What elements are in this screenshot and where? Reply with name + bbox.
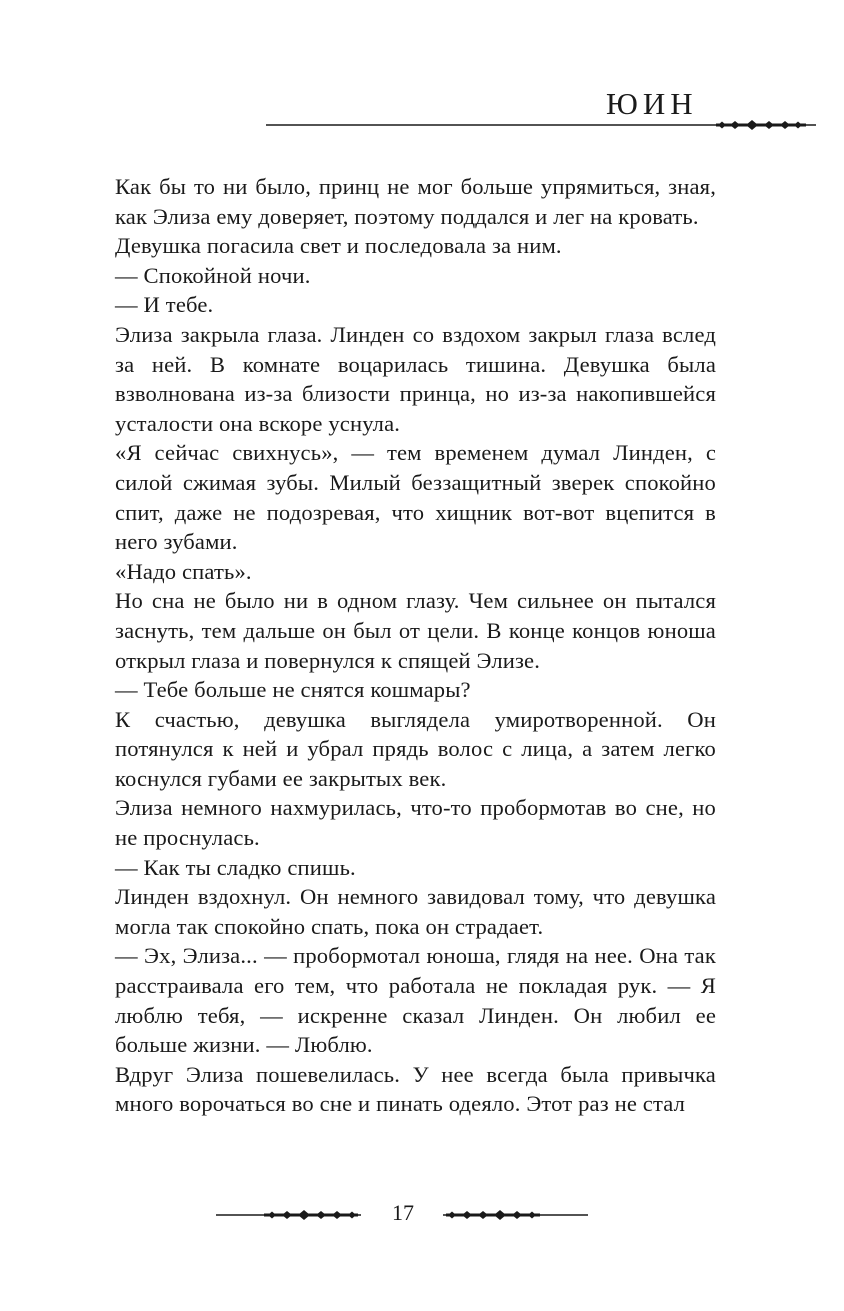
paragraph: — Тебе больше не снятся кошмары? [115,677,471,703]
paragraph: «Я сейчас свихнусь», — тем временем думал Линден, с силой сжимая зубы. Милый беззащитный зверек спокойно спит, даже не подозревая, что хищник вот-вот вцепится в него зубами. [115,440,716,555]
paragraph: Линден вздохнул. Он немного завидовал тому, что девушка могла так спокойно спать, пока он страдает. [115,884,716,939]
header-ornament-rule [266,120,816,130]
paragraph: «Надо спать». [115,558,252,584]
paragraph: — Эх, Элиза... — пробормотал юноша, глядя на нее. Она так расстраивала его тем, что работала не покладая рук. — Я люблю тебя, — искренне сказал Линден. Он любил ее больше жизни. — Люблю. [115,943,716,1058]
paragraph: Но сна не было ни в одном глазу. Чем сильнее он пытался заснуть, тем дальше он был от цели. В конце концов юноша открыл глаза и повернулся к спящей Элизе. [115,588,716,673]
paragraph: Элиза закрыла глаза. Линден со вздохом закрыл глаза вслед за ней. В комнате воцарилась тишина. Девушка была взволнована из-за близости принца, но из-за накопившейся усталости она вскоре уснула. [115,321,716,436]
paragraph: Элиза немного нахмурилась, что-то пробормотав во сне, но не проснулась. [115,795,716,851]
paragraph: Девушка погасила свет и последовала за ним. [115,233,562,259]
paragraph: К счастью, девушка выглядела умиротворенной. Он потянулся к ней и убрал прядь волос с лица, а затем легко коснулся губами ее закрытых век. [115,706,716,791]
paragraph: — Как ты сладко спишь. [115,854,356,880]
page-number: 17 [392,1200,414,1225]
header-title: ЮИН [606,86,698,121]
paragraph: Вдруг Элиза пошевелилась. У нее всегда была привычка много ворочаться во сне и пинать одеяло. Этот раз не стал [115,1061,716,1117]
body-text [115,172,716,1119]
paragraph: — И тебе. [115,292,214,318]
paragraph: Как бы то ни было, принц не мог больше упрямиться, зная, как Элиза ему доверяет, поэтому поддался и лег на кровать. [115,174,716,229]
paragraph: — Спокойной ночи. [115,262,311,288]
